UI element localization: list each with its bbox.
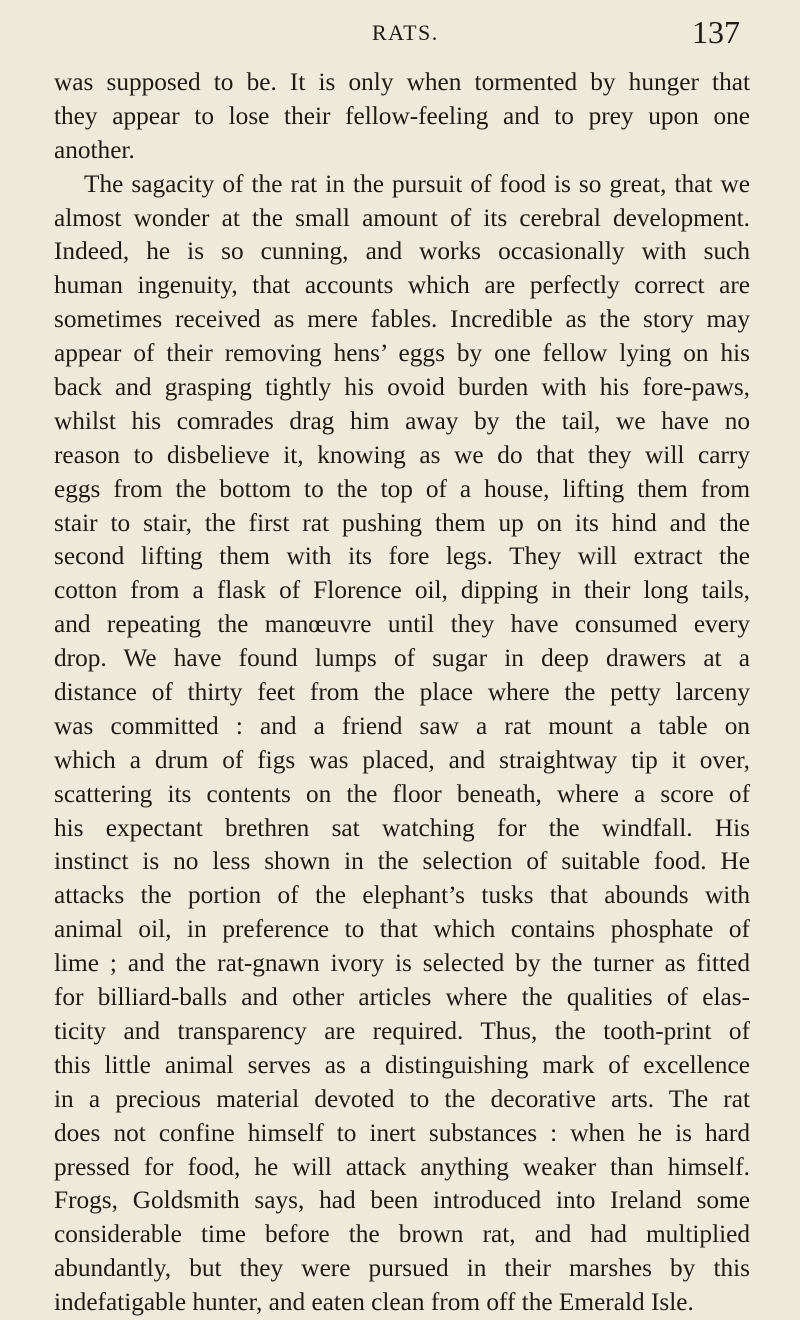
- text-line: human ingenuity, that accounts which are perfectly correct are: [54, 271, 750, 300]
- text-line: was committed : and a friend saw a rat mount a table on: [54, 711, 750, 740]
- text-line: does not confine himself to inert substances : when he is hard: [54, 1118, 750, 1147]
- text-line: in a precious material devoted to the decorative arts. The rat: [54, 1084, 750, 1113]
- text-line: eggs from the bottom to the top of a house, lifting them from: [54, 474, 750, 503]
- running-header: [0, 0, 800, 70]
- text-line: instinct is no less shown in the selection of suitable food. He: [54, 847, 750, 876]
- text-line: sometimes received as mere fables. Incredible as the story may: [54, 305, 750, 334]
- text-line: whilst his comrades drag him away by the tail, we have no: [54, 406, 750, 435]
- text-line: distance of thirty feet from the place where the petty larceny: [54, 678, 750, 707]
- text-line: ticity and transparency are required. Thus, the tooth-print of: [54, 1016, 750, 1045]
- text-line: attacks the portion of the elephant’s tusks that abounds with: [54, 881, 750, 910]
- text-line: cotton from a flask of Florence oil, dipping in their long tails,: [54, 576, 750, 605]
- text-line: lime ; and the rat-gnawn ivory is selected by the turner as fitted: [54, 949, 750, 978]
- text-line: almost wonder at the small amount of its cerebral development.: [54, 203, 750, 232]
- text-line: animal oil, in preference to that which contains phosphate of: [54, 915, 750, 944]
- running-title: RATS.: [372, 20, 439, 45]
- text-line: drop. We have found lumps of sugar in deep drawers at a: [54, 644, 750, 673]
- text-line: they appear to lose their fellow-feeling and to prey upon one: [54, 101, 750, 130]
- text-line: reason to disbelieve it, knowing as we do that they will carry: [54, 440, 750, 469]
- text-line: considerable time before the brown rat, and had multiplied: [54, 1220, 750, 1249]
- text-line: Frogs, Goldsmith says, had been introduced into Ireland some: [54, 1186, 750, 1215]
- text-line: Indeed, he is so cunning, and works occasionally with such: [54, 237, 750, 266]
- text-line: pressed for food, he will attack anything weaker than himself.: [54, 1152, 750, 1181]
- text-line: his expectant brethren sat watching for the windfall. His: [54, 813, 750, 842]
- text-line: abundantly, but they were pursued in their marshes by this: [54, 1254, 750, 1283]
- text-line: and repeating the manœuvre until they have consumed every: [54, 610, 750, 639]
- text-line: another.: [54, 135, 135, 164]
- text-line: The sagacity of the rat in the pursuit of food is so great, that we: [84, 169, 750, 198]
- text-line: indefatigable hunter, and eaten clean from off the Emerald Isle.: [54, 1288, 694, 1317]
- text-line: this little animal serves as a distinguishing mark of excellence: [54, 1050, 750, 1079]
- text-line: second lifting them with its fore legs. They will extract the: [54, 542, 750, 571]
- text-line: back and grasping tightly his ovoid burden with his fore-paws,: [54, 373, 750, 402]
- text-line: scattering its contents on the floor beneath, where a score of: [54, 779, 750, 808]
- body-text: [54, 66, 750, 1320]
- text-line: appear of their removing hens’ eggs by one fellow lying on his: [54, 339, 750, 368]
- text-line: which a drum of figs was placed, and straightway tip it over,: [54, 745, 750, 774]
- page-number: 137: [692, 14, 740, 50]
- text-line: stair to stair, the first rat pushing them up on its hind and the: [54, 508, 750, 537]
- text-line: for billiard-balls and other articles where the qualities of elas-: [54, 983, 750, 1012]
- text-line: was supposed to be. It is only when tormented by hunger that: [54, 68, 750, 96]
